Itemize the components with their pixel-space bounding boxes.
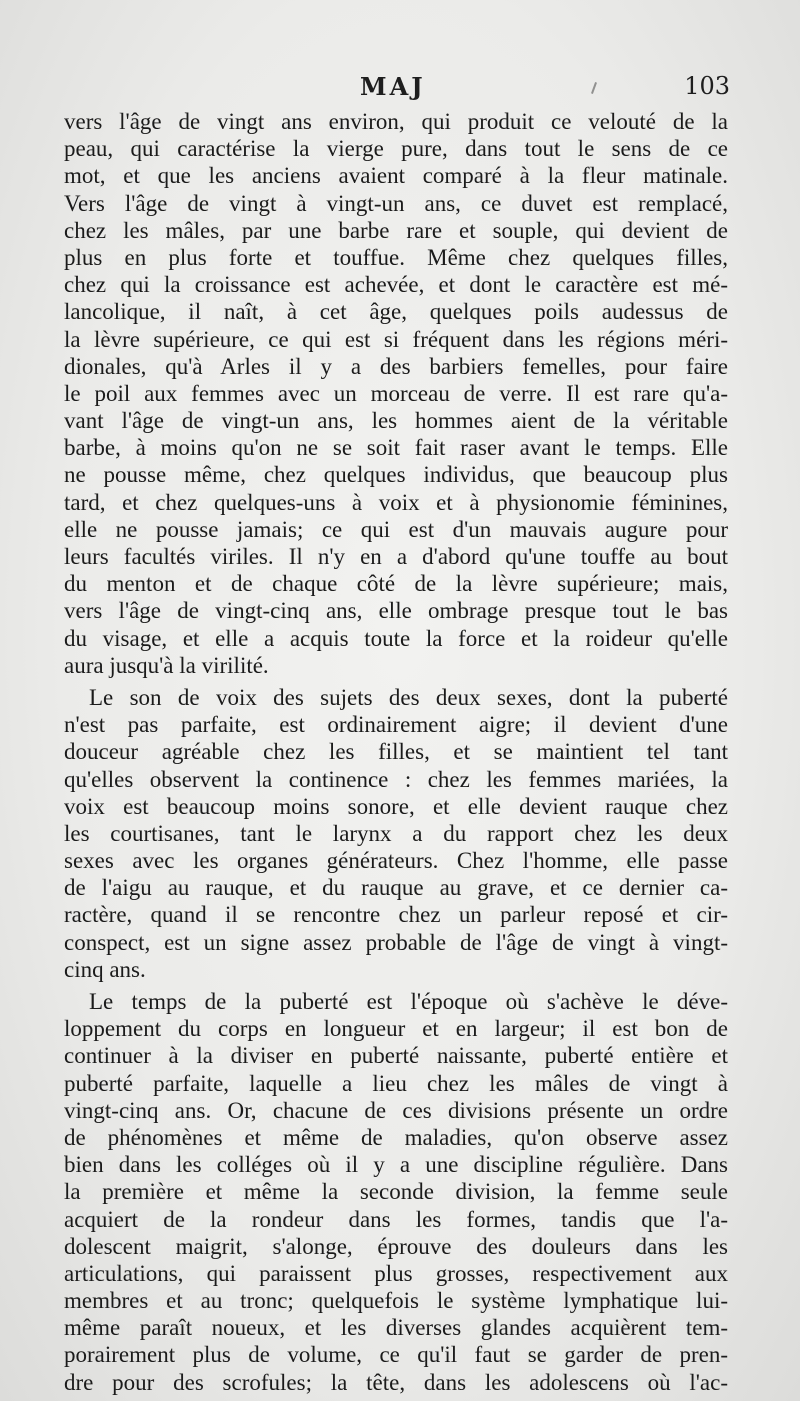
text-line: la lèvre supérieure, ce qui est si fréquent dans les régions méri- <box>64 326 728 352</box>
running-title: MAJ <box>360 72 426 101</box>
text-line: Le temps de la puberté est l'époque où s'achève le déve- <box>89 989 728 1014</box>
text-line: peau, qui caractérise la vierge pure, dans tout le sens de ce <box>64 136 728 162</box>
text-line: conspect, est un signe assez probable de l'âge de vingt à vingt- <box>64 929 728 955</box>
text-line: de l'aigu au rauque, et du rauque au grave, et ce dernier ca- <box>64 875 728 901</box>
text-line: ractère, quand il se rencontre chez un parleur reposé et cir- <box>64 902 728 928</box>
page-number: 103 <box>684 72 730 100</box>
text-line: ne pousse même, chez quelques individus, que beaucoup plus <box>64 462 728 488</box>
text-line: voix est beaucoup moins sonore, et elle devient rauque chez <box>64 793 728 819</box>
text-line: la première et même la seconde division, la femme seule <box>64 1179 728 1205</box>
text-line: qu'elles observent la continence : chez les femmes mariées, la <box>64 766 728 792</box>
text-line: vers l'âge de vingt-cinq ans, elle ombrage presque tout le bas <box>64 598 728 624</box>
text-line: les courtisanes, tant le larynx a du rapport chez les deux <box>64 820 728 846</box>
text-line: elle ne pousse jamais; ce qui est d'un mauvais augure pour <box>64 516 728 542</box>
text-line: plus en plus forte et touffue. Même chez quelques filles, <box>64 244 728 270</box>
text-line: sexes avec les organes générateurs. Chez l'homme, elle passe <box>64 848 728 874</box>
text-line: n'est pas parfaite, est ordinairement aigre; il devient d'une <box>64 712 728 738</box>
body-text <box>64 108 728 1396</box>
text-line: Vers l'âge de vingt à vingt-un ans, ce duvet est remplacé, <box>64 190 728 216</box>
text-line: de phénomènes et même de maladies, qu'on observe assez <box>64 1124 728 1150</box>
text-line: chez les mâles, par une barbe rare et souple, qui devient de <box>64 217 728 243</box>
text-line: membres et au tronc; quelquefois le système lymphatique lui- <box>64 1288 728 1314</box>
text-line: vingt-cinq ans. Or, chacune de ces divisions présente un ordre <box>64 1097 728 1123</box>
text-line: porairement plus de volume, ce qu'il faut se garder de pren- <box>64 1342 728 1368</box>
text-line: bien dans les colléges où il y a une discipline régulière. Dans <box>64 1152 728 1178</box>
text-line: dre pour des scrofules; la tête, dans les adolescens où l'ac- <box>64 1369 728 1395</box>
text-line: du visage, et elle a acquis toute la force et la roideur qu'elle <box>64 625 728 651</box>
text-line: leurs facultés viriles. Il n'y en a d'abord qu'une touffe au bout <box>64 544 728 569</box>
text-line: dolescent maigrit, s'alonge, éprouve des douleurs dans les <box>64 1233 728 1259</box>
paragraph <box>64 684 728 983</box>
text-line: lancolique, il naît, à cet âge, quelques poils audessus de <box>64 299 728 325</box>
text-line: continuer à la diviser en puberté naissante, puberté entière et <box>64 1043 728 1069</box>
text-line: cinq ans. <box>64 956 146 982</box>
page-header <box>64 72 730 108</box>
text-line: du menton et de chaque côté de la lèvre supérieure; mais, <box>64 571 728 597</box>
text-line: douceur agréable chez les filles, et se maintient tel tant <box>64 739 728 765</box>
text-line: chez qui la croissance est achevée, et dont le caractère est mé- <box>64 272 728 298</box>
text-line: aura jusqu'à la virilité. <box>64 652 269 678</box>
text-line: le poil aux femmes avec un morceau de verre. Il est rare qu'a- <box>64 380 728 406</box>
paragraph <box>64 988 728 1396</box>
text-line: vant l'âge de vingt-un ans, les hommes aient de la véritable <box>64 408 728 434</box>
text-line: loppement du corps en longueur et en largeur; il est bon de <box>64 1016 728 1042</box>
text-line: puberté parfaite, laquelle a lieu chez les mâles de vingt à <box>64 1070 728 1096</box>
text-line: tard, et chez quelques-uns à voix et à physionomie féminines, <box>64 489 728 515</box>
text-line: Le son de voix des sujets des deux sexes, dont la puberté <box>89 684 728 710</box>
text-line: dionales, qu'à Arles il y a des barbiers femelles, pour faire <box>64 353 728 379</box>
text-line: mot, et que les anciens avaient comparé à la fleur matinale. <box>64 163 728 189</box>
text-line: même paraît noueux, et les diverses glandes acquièrent tem- <box>64 1315 728 1341</box>
text-line: barbe, à moins qu'on ne se soit fait raser avant le temps. Elle <box>64 435 728 461</box>
text-line: vers l'âge de vingt ans environ, qui produit ce velouté de la <box>64 109 728 134</box>
paragraph <box>64 108 728 679</box>
text-line: articulations, qui paraissent plus grosses, respectivement aux <box>64 1260 728 1286</box>
text-line: acquiert de la rondeur dans les formes, tandis que l'a- <box>64 1206 728 1232</box>
